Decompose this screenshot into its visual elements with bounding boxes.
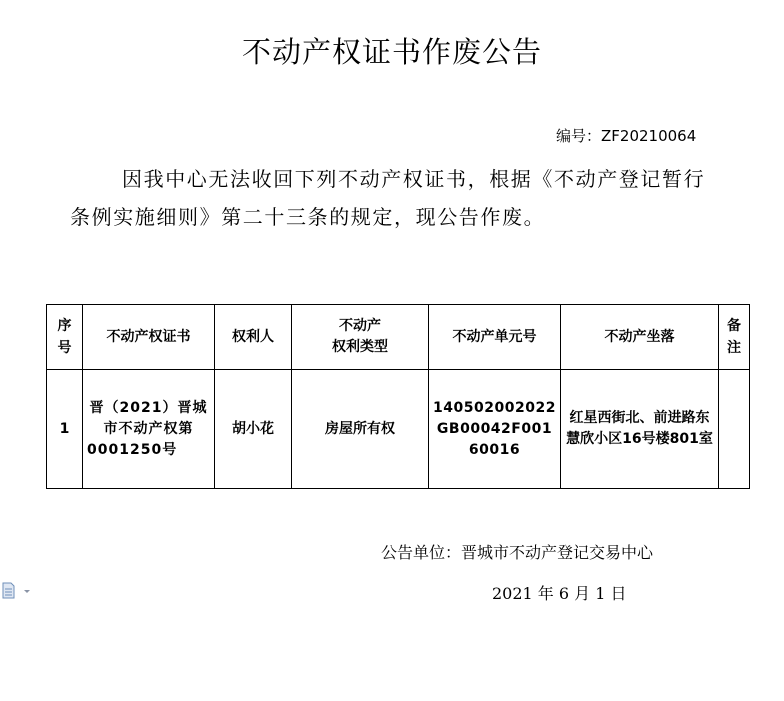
cell-type: 房屋所有权	[292, 370, 429, 489]
cell-holder: 胡小花	[215, 370, 292, 489]
issuer: 公告单位：晋城市不动产登记交易中心	[381, 543, 654, 562]
header-type-line1: 不动产	[339, 318, 381, 334]
table-header-row	[47, 305, 750, 370]
issue-date: 2021 年 6 月 1 日	[492, 584, 627, 603]
header-unit: 不动产单元号	[429, 305, 561, 370]
cell-location: 红星西街北、前进路东慧欣小区16号楼801室	[561, 370, 719, 489]
notice-title: 不动产权证书作废公告	[241, 35, 542, 69]
header-holder: 权利人	[215, 305, 292, 370]
header-location: 不动产坐落	[561, 305, 719, 370]
cell-seq: 1	[47, 370, 83, 489]
header-type	[292, 305, 429, 370]
notice-paragraph: 因我中心无法收回下列不动产权证书，根据《不动产登记暂行条例实施细则》第二十三条的规定，现公告作废。	[70, 167, 706, 229]
table-row	[47, 370, 750, 489]
header-remark: 备注	[719, 305, 750, 370]
cell-cert: 晋（2021）晋城市不动产权第0001250号	[83, 370, 215, 489]
header-type-line2: 权利类型	[332, 339, 388, 355]
document-icon[interactable]	[2, 582, 32, 600]
cell-unit: 140502002022GB00042F00160016	[429, 370, 561, 489]
header-seq: 序号	[47, 305, 83, 370]
cell-remark	[719, 370, 750, 489]
void-certificate-table	[46, 304, 750, 489]
document-number: 编号：ZF20210064	[556, 127, 697, 145]
header-cert: 不动产权证书	[83, 305, 215, 370]
